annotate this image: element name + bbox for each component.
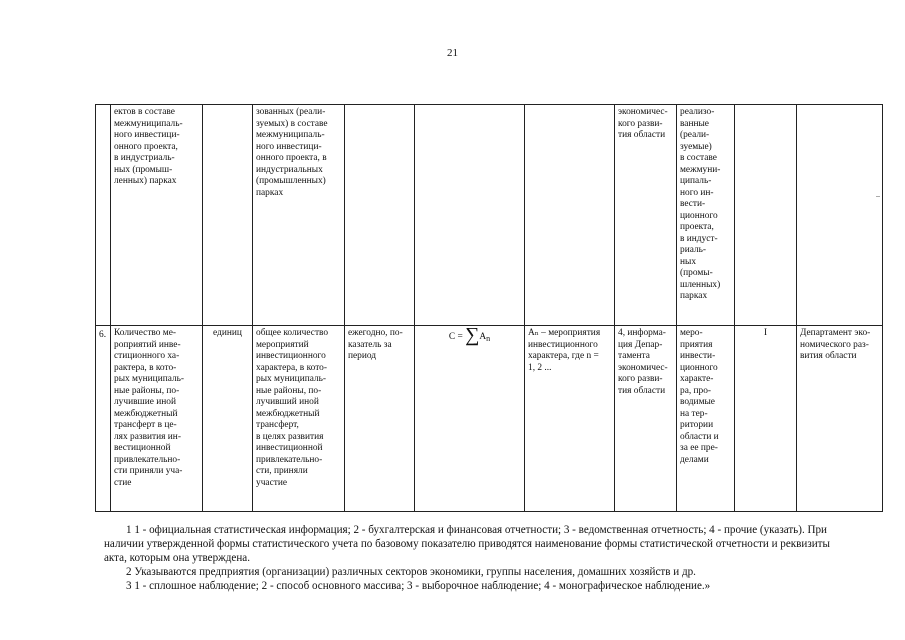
cell-definition: зованных (реали- зуемых) в составе межмуниципаль- ного инвестици- онного проекта, в индустриальных (промышленных) парках: [253, 105, 345, 326]
cell-unit: [203, 105, 253, 326]
cell-definition: общее количество мероприятий инвестиционного характера, в кото- рых муниципаль- ные районы, по- лучивший иной межбюджетный трансферт, в целях развития инвестиционной привлекательно- сти, приняли участие: [253, 326, 345, 512]
cell-variables: [525, 105, 615, 326]
sum-symbol: ∑: [465, 325, 480, 346]
cell-indicator-name: Количество ме- роприятий инве- стиционного ха- рактера, в кото- рых муниципаль- ные районы, по- лучившие иной межбюджетный трансферт в це- лях развития ин- вестиционной привлекательно- сти приняли уча- стие: [111, 326, 203, 512]
cell-population: меро- приятия инвести- ционного характе- ра, про- водимые на тер- ритории области и за ее пре- делами: [677, 326, 735, 512]
indicator-table: [95, 104, 883, 512]
cell-formula: [415, 105, 525, 326]
cell-data-source: экономичес- кого разви- тия области: [615, 105, 677, 326]
cell-unit: единиц: [203, 326, 253, 512]
formula-variable: A: [479, 332, 487, 342]
footnote-1: 1 1 - официальная статистическая информация; 2 - бухгалтерская и финансовая отчетности; 3 - ведомственная отчетность; 4 - прочие (указать). При наличии утвержденной формы статистического учета по базовому показателю приводятся наименование формы статистической отчетности и реквизиты акта, которым она утверждена.: [104, 524, 830, 564]
cell-formula: [415, 326, 525, 512]
formula-subscript: n: [486, 334, 491, 343]
table-row: [96, 326, 883, 512]
cell-variables: Aₙ – мероприятия инвестиционного характера, где n = 1, 2 ...: [525, 326, 615, 512]
cell-periodicity: ежегодно, по- казатель за период: [345, 326, 415, 512]
cell-method: [735, 105, 797, 326]
table-row: [96, 105, 883, 326]
footnotes: [104, 523, 844, 593]
page-number: 21: [447, 47, 458, 59]
cell-number: [96, 105, 111, 326]
cell-indicator-name: ектов в составе межмуниципаль- ного инвестици- онного проекта, в индустриаль- ных (промыш- ленных) парках: [111, 105, 203, 326]
cell-data-source: 4, информа- ция Депар- тамента экономичес- кого разви- тия области: [615, 326, 677, 512]
footnote-2: 2 Указываются предприятия (организации) различных секторов экономики, группы населения, домашних хозяйств и др.: [126, 566, 696, 578]
cell-method: I: [735, 326, 797, 512]
cell-periodicity: [345, 105, 415, 326]
footnote-3: 3 1 - сплошное наблюдение; 2 - способ основного массива; 3 - выборочное наблюдение; 4 - монографическое наблюдение.»: [126, 580, 711, 592]
stray-mark: [876, 196, 880, 197]
cell-number: 6.: [96, 326, 111, 512]
formula-lhs: C =: [448, 332, 463, 342]
cell-responsible: Департамент эко- номического раз- вития области: [797, 326, 883, 512]
cell-population: реализо- ванные (реали- зуемые) в составе межмуни- ципаль- ного ин- вести- ционного проекта, в индуст- риаль- ных (промы- шленных) парках: [677, 105, 735, 326]
cell-responsible: [797, 105, 883, 326]
